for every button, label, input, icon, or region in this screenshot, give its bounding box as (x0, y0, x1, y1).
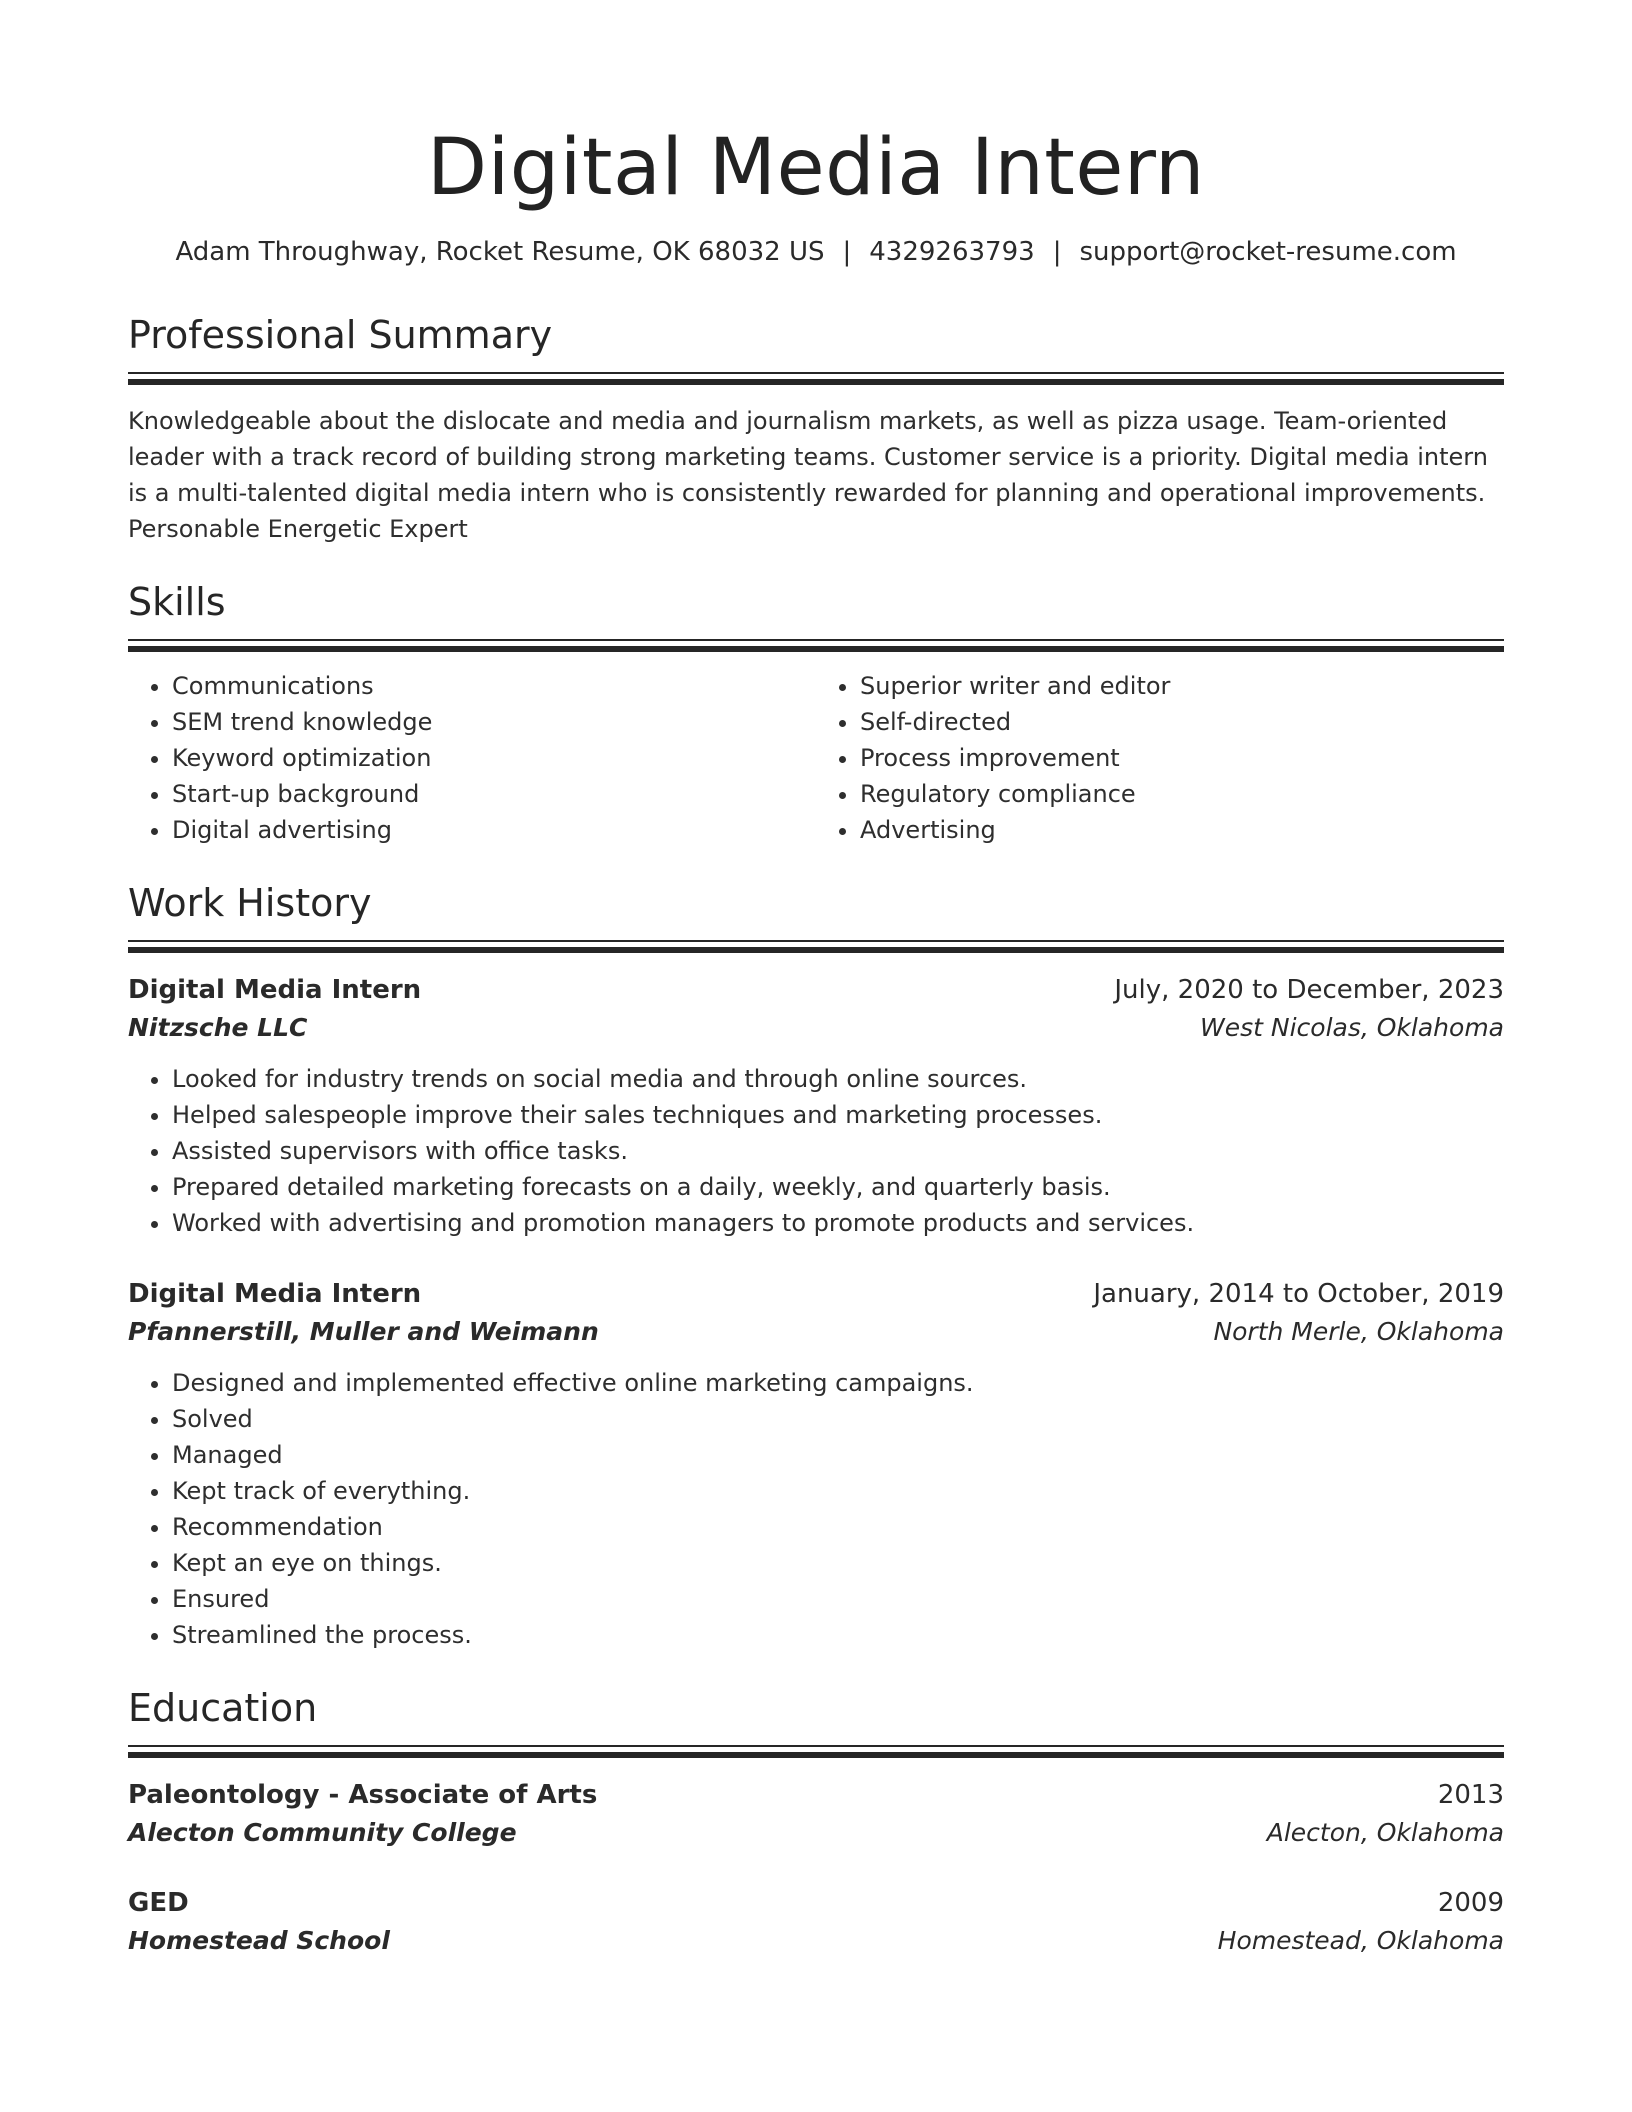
education-school: Alecton Community College (128, 1818, 517, 1847)
contact-phone: 4329263793 (869, 237, 1035, 267)
job-dates: July, 2020 to December, 2023 (1114, 975, 1504, 1005)
work-history-section (128, 878, 1504, 1653)
job-bullet: • Managed (172, 1437, 1504, 1473)
skill-item: • SEM trend knowledge (172, 704, 816, 740)
summary-text: Knowledgeable about the dislocate and media and journalism markets, as well as pizza usage. Team-oriented leader with a track record of building strong marketing teams. Customer service is a priority. Digital media intern is a multi-talented digital media intern who is consistently rewarded for planning and operational improvements. Personable Energetic Expert (128, 407, 1488, 543)
job-header-row (128, 1275, 1504, 1313)
education-heading: Education (128, 1686, 318, 1730)
section-divider (128, 940, 1504, 953)
education-degree: GED (128, 1888, 189, 1918)
job-bullets (128, 1061, 1504, 1241)
skill-item: • Superior writer and editor (860, 668, 1504, 704)
section-divider (128, 1745, 1504, 1758)
resume-title: Digital Media Intern (427, 123, 1205, 213)
section-divider (128, 372, 1504, 385)
contact-line (128, 234, 1504, 270)
education-section (128, 1683, 1504, 1960)
skills-column-right (816, 668, 1504, 848)
skills-section (128, 577, 1504, 848)
job-location: West Nicolas, Oklahoma (1200, 1013, 1504, 1042)
job-bullet: • Kept track of everything. (172, 1473, 1504, 1509)
skill-item: • Regulatory compliance (860, 776, 1504, 812)
job-bullet: • Kept an eye on things. (172, 1545, 1504, 1581)
job-title: Digital Media Intern (128, 975, 422, 1005)
education-school-row (128, 1922, 1504, 1960)
skill-item: • Communications (172, 668, 816, 704)
job-bullet: • Streamlined the process. (172, 1617, 1504, 1653)
section-divider (128, 639, 1504, 652)
job-bullet: • Solved (172, 1401, 1504, 1437)
job-location: North Merle, Oklahoma (1213, 1317, 1504, 1346)
skill-item: • Advertising (860, 812, 1504, 848)
skills-grid (128, 668, 1504, 848)
skills-column-left (128, 668, 816, 848)
job-bullet: • Helped salespeople improve their sales techniques and marketing processes. (172, 1097, 1504, 1133)
contact-email: support@rocket-resume.com (1079, 237, 1457, 267)
education-entry (128, 1776, 1504, 1852)
summary-heading: Professional Summary (128, 313, 553, 357)
job-bullets (128, 1365, 1504, 1653)
job-company: Nitzsche LLC (128, 1013, 308, 1042)
job-dates: January, 2014 to October, 2019 (1093, 1279, 1504, 1309)
job-header-row (128, 971, 1504, 1009)
job-entry (128, 971, 1504, 1241)
skill-item: • Digital advertising (172, 812, 816, 848)
skill-item: • Process improvement (860, 740, 1504, 776)
education-year: 2013 (1437, 1780, 1504, 1810)
education-year: 2009 (1437, 1888, 1504, 1918)
job-bullet: • Prepared detailed marketing forecasts on a daily, weekly, and quarterly basis. (172, 1169, 1504, 1205)
job-title: Digital Media Intern (128, 1279, 422, 1309)
job-company-row (128, 1313, 1504, 1351)
skill-item: • Self-directed (860, 704, 1504, 740)
education-school: Homestead School (128, 1926, 390, 1955)
education-header-row (128, 1884, 1504, 1922)
job-bullet: • Assisted supervisors with office tasks. (172, 1133, 1504, 1169)
job-entry (128, 1275, 1504, 1653)
education-entry (128, 1884, 1504, 1960)
job-bullet: • Designed and implemented effective online marketing campaigns. (172, 1365, 1504, 1401)
contact-separator: | (1052, 237, 1062, 267)
job-bullet: • Worked with advertising and promotion managers to promote products and services. (172, 1205, 1504, 1241)
job-company: Pfannerstill, Muller and Weimann (128, 1317, 599, 1346)
skills-heading: Skills (128, 580, 226, 624)
job-bullet: • Ensured (172, 1581, 1504, 1617)
skills-list-left (172, 668, 816, 848)
skills-list-right (860, 668, 1504, 848)
education-location: Homestead, Oklahoma (1217, 1926, 1504, 1955)
work-history-heading: Work History (128, 881, 372, 925)
job-company-row (128, 1009, 1504, 1047)
summary-section (128, 310, 1504, 547)
education-school-row (128, 1814, 1504, 1852)
education-location: Alecton, Oklahoma (1266, 1818, 1504, 1847)
skill-item: • Keyword optimization (172, 740, 816, 776)
skill-item: • Start-up background (172, 776, 816, 812)
job-bullet: • Looked for industry trends on social media and through online sources. (172, 1061, 1504, 1097)
education-header-row (128, 1776, 1504, 1814)
contact-separator: | (842, 237, 852, 267)
job-bullet: • Recommendation (172, 1509, 1504, 1545)
education-degree: Paleontology - Associate of Arts (128, 1780, 598, 1810)
contact-address: Adam Throughway, Rocket Resume, OK 68032 US (175, 237, 825, 267)
